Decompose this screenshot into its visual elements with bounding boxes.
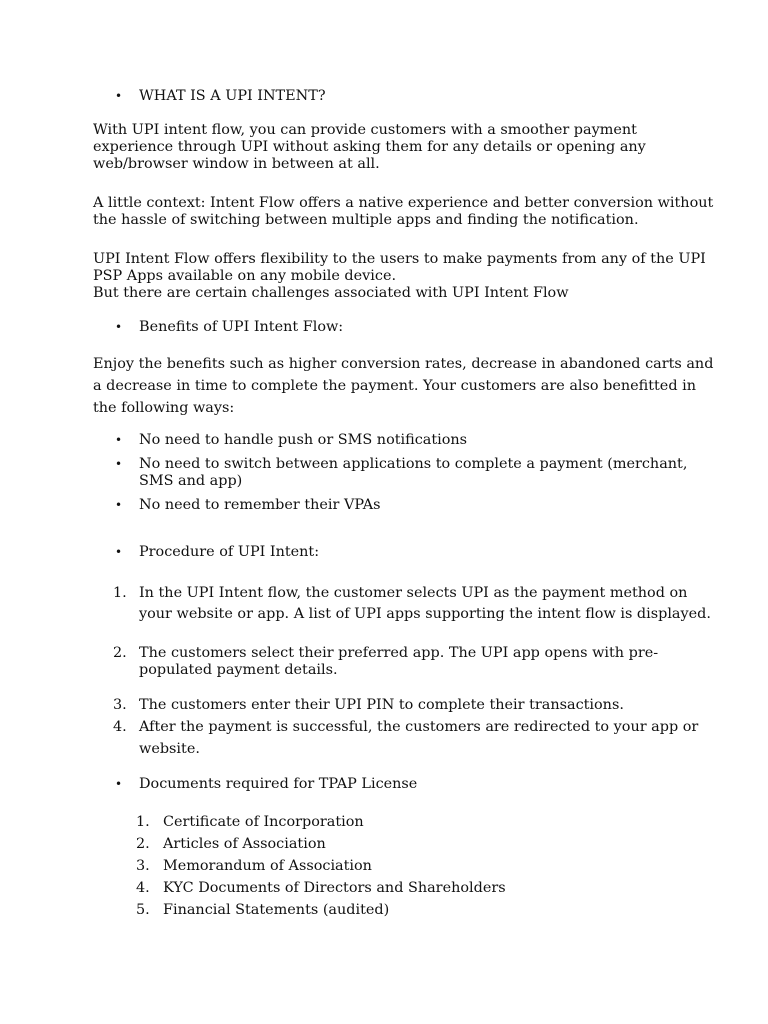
- heading-what-is-upi-intent: WHAT IS A UPI INTENT?: [139, 88, 326, 104]
- list-number: 1.: [136, 814, 150, 830]
- heading-documents: Documents required for TPAP License: [139, 776, 418, 792]
- document-item: Financial Statements (audited): [163, 902, 390, 918]
- benefit-item-cont: SMS and app): [139, 473, 243, 489]
- bullet-marker: •: [115, 320, 123, 334]
- para2-line: the hassle of switching between multiple apps and finding the notification.: [93, 212, 639, 228]
- procedure-step: The customers select their preferred app. The UPI app opens with pre-: [139, 645, 659, 661]
- procedure-step-cont: populated payment details.: [139, 662, 338, 678]
- para2-line: A little context: Intent Flow offers a native experience and better conversion without: [93, 195, 714, 211]
- para1-line: experience through UPI without asking them for any details or opening any: [93, 139, 646, 155]
- bullet-marker: •: [115, 89, 123, 103]
- bullet-marker: •: [115, 498, 123, 512]
- list-number: 4.: [113, 719, 127, 735]
- list-number: 5.: [136, 902, 150, 918]
- para3-line: PSP Apps available on any mobile device.: [93, 268, 397, 284]
- bullet-marker: •: [115, 457, 123, 471]
- list-number: 4.: [136, 880, 150, 896]
- bullet-marker: •: [115, 433, 123, 447]
- para4-line: Enjoy the benefits such as higher conversion rates, decrease in abandoned carts and: [93, 356, 714, 372]
- para4-line: a decrease in time to complete the payment. Your customers are also benefitted in: [93, 378, 696, 394]
- para1-line: With UPI intent flow, you can provide customers with a smoother payment: [93, 122, 637, 138]
- benefit-item: No need to handle push or SMS notifications: [139, 432, 468, 448]
- document-item: KYC Documents of Directors and Shareholders: [163, 880, 506, 896]
- list-number: 1.: [113, 585, 127, 601]
- document-item: Articles of Association: [163, 836, 326, 852]
- list-number: 3.: [113, 697, 127, 713]
- list-number: 2.: [113, 645, 127, 661]
- procedure-step: In the UPI Intent flow, the customer selects UPI as the payment method on: [139, 585, 688, 601]
- heading-benefits: Benefits of UPI Intent Flow:: [139, 319, 344, 335]
- para3-line: UPI Intent Flow offers flexibility to the users to make payments from any of the UPI: [93, 251, 706, 267]
- para4-line: the following ways:: [93, 400, 235, 416]
- benefit-item: No need to switch between applications to complete a payment (merchant,: [139, 456, 688, 472]
- document-item: Memorandum of Association: [163, 858, 372, 874]
- bullet-marker: •: [115, 777, 123, 791]
- list-number: 3.: [136, 858, 150, 874]
- procedure-step: The customers enter their UPI PIN to complete their transactions.: [139, 697, 624, 713]
- heading-procedure: Procedure of UPI Intent:: [139, 544, 320, 560]
- procedure-step-cont: website.: [139, 741, 200, 757]
- benefit-item: No need to remember their VPAs: [139, 497, 381, 513]
- para1-line: web/browser window in between at all.: [93, 156, 380, 172]
- document-item: Certificate of Incorporation: [163, 814, 364, 830]
- list-number: 2.: [136, 836, 150, 852]
- bullet-marker: •: [115, 545, 123, 559]
- procedure-step: After the payment is successful, the customers are redirected to your app or: [139, 719, 699, 735]
- para3-line: But there are certain challenges associated with UPI Intent Flow: [93, 285, 569, 301]
- procedure-step-cont: your website or app. A list of UPI apps supporting the intent flow is displayed.: [139, 606, 711, 622]
